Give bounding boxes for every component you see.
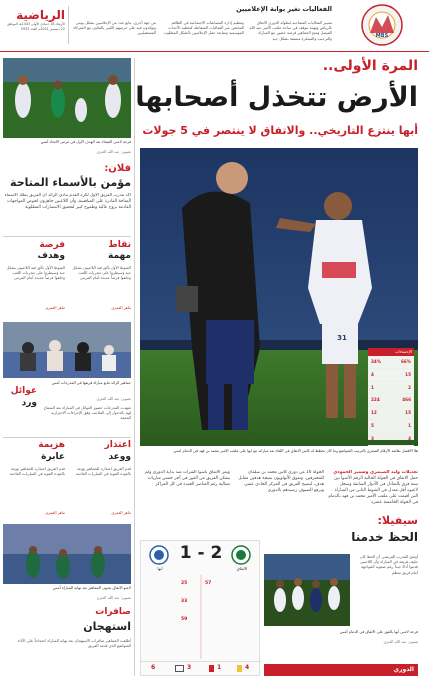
box2-title: فرصة (39, 240, 65, 250)
issue-info: الأربعاء 18 جمادى الأولى 1443هـ الموافق 22 ديسمبر 2021م العدد 5932 (7, 22, 65, 31)
stats-row (368, 433, 414, 446)
text-3: شهدت المدرجات حضور العوائل في المباراة بعد السماح لهم بالدخول إلى الملاعب وفق الإجراءات الاحترازية المتبعة (43, 405, 131, 421)
photo2-caption: جماهير الرائد تتابع مباراة فريقها في المدرجات أمس (51, 381, 131, 385)
box4-credit: ماهر العمري (45, 510, 65, 515)
stats-value-home: 3 (371, 435, 374, 441)
box1-title: نقاط (108, 240, 131, 250)
stats-row (368, 407, 414, 420)
photo-fayha-celebration (3, 58, 131, 138)
sayf-sub: الحظ خدمنا (351, 530, 418, 544)
home-goal-minute: 57 (205, 581, 212, 586)
stats-value-home: 5 (371, 422, 374, 428)
footer-count-1: 4 (245, 664, 250, 671)
box3-title: اعتذار (104, 440, 131, 450)
match-score: 1 - 2 (179, 543, 223, 563)
away-goal-1: 25 (181, 581, 188, 586)
promo-col-1: تسيير الفعاليات المصاحبة لبطولة الدوري الاتفاق بالرياض وتهيئة موقف في ساحة ملعب الأمير عبد الله الفيصل ومنح الجماهير فرصة حضور مع المباراة والترحيب والمبتكرة منسقة بشكل جيد (249, 20, 332, 41)
left-divider-2 (3, 437, 131, 438)
photo-team-greeting (3, 524, 131, 584)
match-box (140, 540, 260, 676)
lead-col-1 (328, 470, 418, 538)
box2-sub: وهدف (37, 251, 65, 261)
promo-badge (350, 3, 414, 47)
flan-headline: فلان: (104, 163, 131, 174)
match-footer (141, 661, 261, 675)
sayf-text: أوضح المدرب الفرنسي أن الحظ كان حليف فريقه في المباراة وأن اللاعبين قدموا أداءً جيداً رغم صعوبة المواجهة أمام فريق منظم (359, 554, 418, 575)
promo-title: الفعاليات تغير بوابة الإعلاميين (236, 5, 332, 13)
photo-fayha-image (3, 58, 131, 138)
sayf-photo (264, 554, 350, 626)
player-number: 31 (337, 334, 347, 342)
sub-3: ورد (21, 398, 37, 408)
footer-count-2: 1 (217, 664, 222, 671)
stats-value-away: 66% (400, 359, 411, 364)
away-goal-2: 33 (181, 599, 188, 604)
mbs-badge-icon (350, 3, 414, 47)
col1-title: تعديلات وليد الصيمري وسمير الحمودي (333, 470, 418, 475)
masthead-divider (68, 6, 69, 44)
stats-value-away: 4 (408, 435, 411, 441)
sayf-photo-image (264, 554, 350, 626)
photo3-caption: لاعبو الاتفاق يحيون الجماهير بعد نهاية المباراة أمس (52, 586, 131, 590)
photo-fans (3, 322, 131, 378)
page-label-bar (264, 664, 418, 676)
lead-kicker: المرة الأولى.. (322, 58, 418, 74)
lead-sub: أبها ينتزع التاريخي.. والاتفاق لا ينتصر في 5 جولات (142, 124, 418, 137)
stats-label: الإحصاءات (394, 349, 412, 354)
promo-col-2: وتنظيم إدارة المسابقات الاجتماعية في الطاقم المختص عبر الفعاليات المتفاعلة كتغطية الأحداث الموسمية ومتابعة عمل الإعلاميين بالشكل المطلوب (163, 20, 244, 36)
badge-text: MBS (375, 33, 389, 39)
stats-row (368, 356, 414, 369)
stats-row (368, 369, 414, 382)
red-card-icon (209, 665, 214, 672)
stats-panel (368, 348, 414, 440)
photo3-credit: تصوير: عبد الله العنزي (96, 596, 131, 600)
lead-col-2: الجولة 16 من دوري كأس محمد بن سلمان للمحترفين، وتفوق الأبهاويون بنتيجة هدفين مقابل هدف، ليصبح الفريق في المركز الحادي عشر، ويرفع الضيوف رصيدهم بالدوري (238, 470, 324, 493)
box3-credit: ماهر العمري (111, 510, 131, 515)
box4-text: قدم الفريق اعتذاره للجماهير ووعد بالعودة القوية في المباريات القادمة (9, 466, 65, 477)
photo-fans-image (3, 322, 131, 378)
away-goal-3: 59 (181, 617, 188, 622)
sayf-caption: فرحة لاعبي أبها بالفوز على الاتفاق في الدمام أمس (339, 630, 418, 634)
stats-value-home: 12 (371, 410, 377, 416)
col1-text: حمل الاتفاق في الجولة الحالية الرقم الأسوأ بين ستة فرق بالتعادل في الأدوار السابقة وسجل لاعبوه أقل معدل في الشوط الثاني من المباراة التي أقيمت على ملعب الأمير محمد بن فهد بالدمام في الجولة الخامسة عشرة (328, 476, 418, 505)
stats-value-home: 4 (371, 371, 374, 377)
footer-count-4: 6 (151, 664, 156, 671)
flan-text: أكد مدرب الفريق الأول لكرة القدم بنادي الرائد أن الفريق يملك الأسماء المتاحة القادرة على المنافسة، وأن اللاعبين جاهزون لخوض المواجهات القادمة بروح عالية وطموح كبير لتحقيق الانتصارات المطلوبة (4, 193, 131, 210)
stats-rows (368, 356, 414, 446)
box1-credit: ماهر العمري (111, 305, 131, 310)
footer-count-3: 3 (187, 664, 192, 671)
photo1-credit: تصوير: عبد الله العنزي (96, 150, 131, 154)
box1-text: الشوط الأول تألق فيه اللاعبون بشكل جيد وسيطروا على مجريات اللعب وخلقوا فرصاً عديدة أمام المرمى (72, 265, 131, 281)
headline-4: صافرات (95, 607, 131, 617)
stats-row (368, 420, 414, 433)
box4-sub: عابرة (41, 452, 65, 462)
left-divider-1 (3, 236, 131, 237)
box4-title: هزيمة (38, 440, 65, 450)
box2-text: الشوط الأول تألق فيه اللاعبون بشكل جيد وسيطروا على مجريات اللعب وخلقوا فرصاً عديدة أمام المرمى (6, 265, 65, 281)
stats-value-home: 34% (371, 359, 382, 364)
text-4: أطلقت الجماهير صافرات الاستهجان بعد نهاية المباراة احتجاجاً على الأداء المتواضع الذي قدمه الفريق (17, 638, 131, 649)
box3-text: قدم الفريق اعتذاره للجماهير ووعد بالعودة القوية في المباريات القادمة (75, 466, 131, 477)
masthead (0, 0, 429, 52)
photo1-caption: فرحة لاعبي الفيحاء بعد الهدف الأول في مرمى الاتحاد أمس (40, 140, 131, 144)
stats-value-home: 1 (371, 384, 374, 390)
photo2-credit: تصوير: عبد الله العنزي (96, 397, 131, 401)
sub-4: استهجان (83, 620, 131, 633)
box3-sub: ووعد (108, 452, 131, 462)
home-team-name: الاتفاق (236, 566, 248, 571)
stats-value-away: 2 (408, 384, 411, 390)
flan-sub: مؤمن بالأسماء المتاحة (10, 176, 131, 189)
lead-col-3: ويمر الاتفاق بأسوأ الفترات منذ بداية الدوري ولم يتمكن الفريق من الفوز في آخر خمس مباريات متتالية رغم العناصر الجيدة في كل المراكز (145, 470, 230, 487)
box2-credit: ماهر العمري (45, 305, 65, 310)
goal-net-icon (175, 665, 184, 672)
stats-row (368, 382, 414, 395)
page-label: الدوري (393, 666, 414, 673)
promo-col-3: من جهة أخرى، يتابع عدد من الإعلاميين بشكل يومي ويؤكدون فيه على حرصهم الكبير بالتعاون مع الشركاء المستقبليين (73, 20, 156, 36)
yellow-card-icon (237, 665, 242, 672)
photo-team-image (3, 524, 131, 584)
stats-value-home: 224 (371, 397, 380, 403)
box1-sub: مهمة (107, 251, 131, 261)
column-divider (134, 58, 135, 676)
logo-text: الرياضية (16, 8, 65, 22)
headline-3: عوائل (10, 386, 37, 396)
stats-value-away: 466 (402, 397, 411, 403)
stats-value-away: 1 (408, 422, 411, 428)
stats-value-away: 15 (405, 371, 411, 377)
sayf-headline: سيفيلا: (377, 514, 418, 527)
masthead-logo (3, 4, 65, 22)
away-team-name: أبها (157, 566, 163, 571)
lead-caption: هلا الأفضل بقائمة الأرقام الصغرى بالترتيب المتواضع وما كان يخطط له كابتن الاتفاق في اللقاء بعد مباراته مع أبها على ملعب الأمير محمد بن فهد في الدمام أمس (173, 449, 418, 453)
stats-value-away: 15 (405, 410, 411, 416)
lead-headline: الأرض تتخذل أصحابها (135, 82, 418, 113)
stats-row (368, 394, 414, 407)
sayf-credit: تصوير: عبد الله العنزي (383, 640, 418, 644)
